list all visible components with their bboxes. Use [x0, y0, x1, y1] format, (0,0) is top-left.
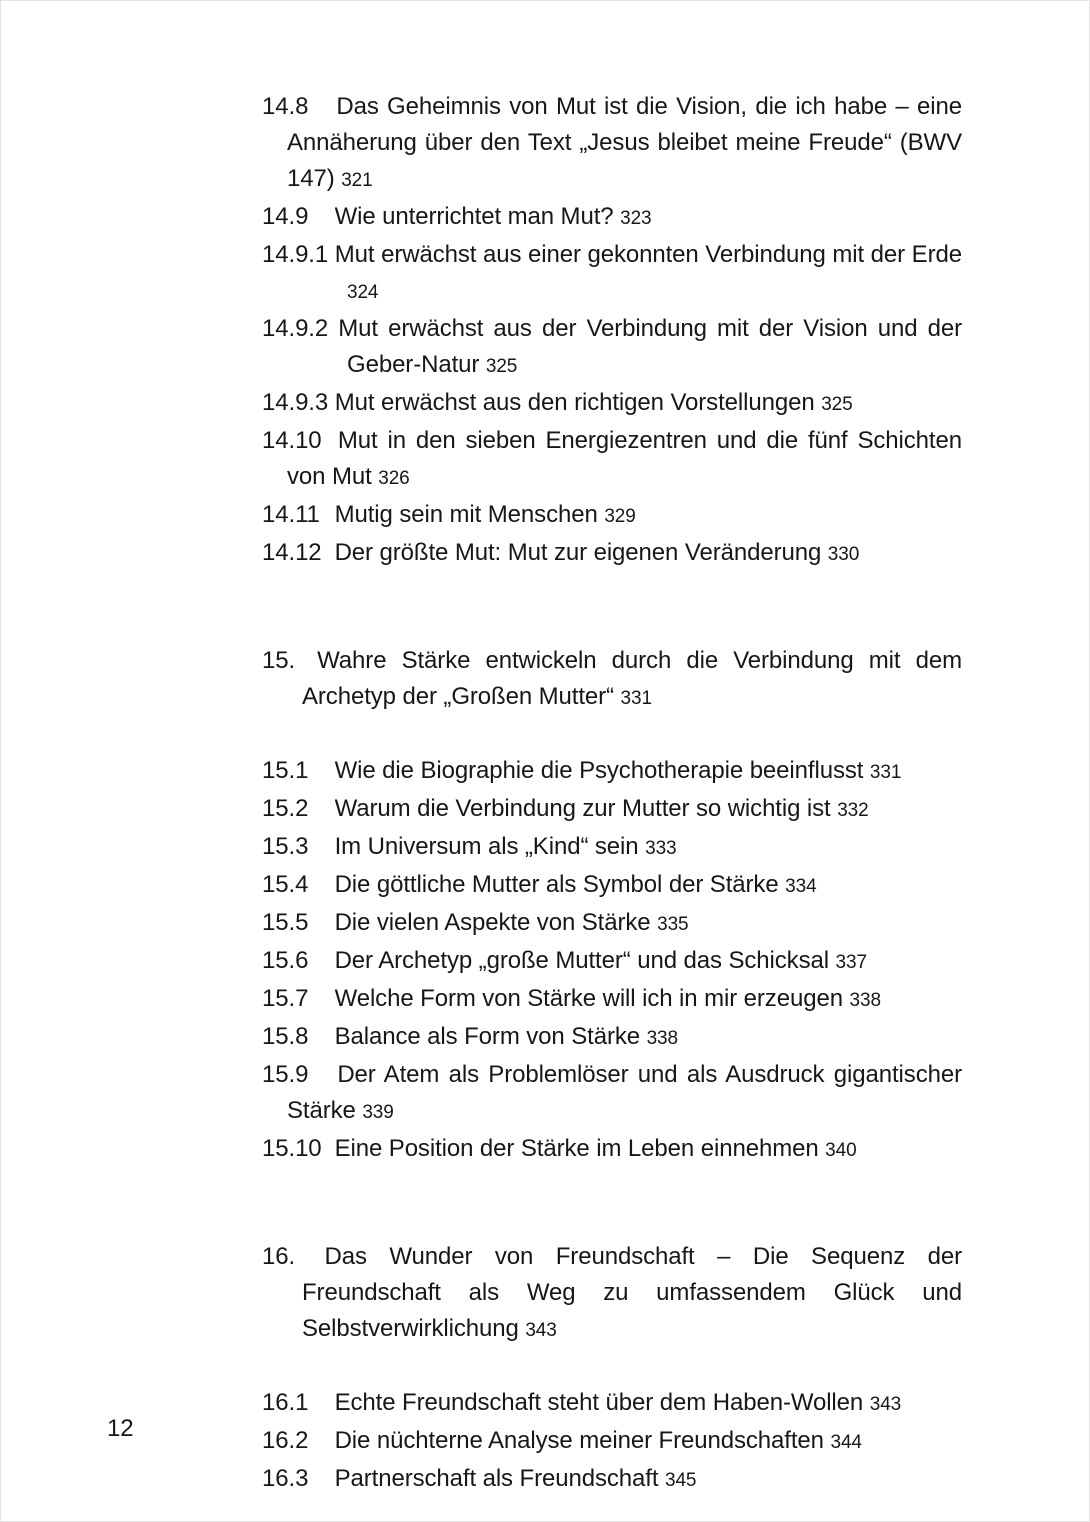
toc-entry-page-ref: 326 [378, 468, 410, 489]
toc-entry [262, 1423, 962, 1461]
toc-entry [262, 867, 962, 905]
toc-entry-page-ref: 331 [869, 762, 902, 783]
toc-entry-number: 15.9 [262, 1061, 309, 1088]
toc-entry-number: 14.11 [262, 501, 320, 528]
toc-entry-title: Mut erwächst aus den richtigen Vorstellungen [334, 389, 815, 416]
toc-entry [262, 1019, 962, 1057]
toc-entry-title: Mut erwächst aus einer gekonnten Verbindung mit der Erde [334, 241, 962, 268]
toc-entry-title: Die göttliche Mutter als Symbol der Stärke [334, 871, 779, 898]
toc-entry-page-ref: 325 [485, 356, 518, 377]
toc-entry-page-ref: 332 [837, 800, 869, 821]
toc-entry-title: Welche Form von Stärke will ich in mir erzeugen [334, 985, 843, 1012]
toc-entry-page-ref: 338 [646, 1028, 678, 1049]
toc-entry-number: 14.12 [262, 539, 322, 566]
table-of-contents [1, 1, 962, 1499]
toc-entry-page-ref: 329 [604, 506, 636, 527]
toc-entry [262, 237, 962, 311]
toc-entry [262, 535, 962, 573]
toc-entry-page-ref: 323 [620, 208, 652, 229]
toc-entry-page-ref: 338 [849, 990, 881, 1011]
toc-entry-page-ref: 325 [821, 394, 853, 415]
toc-entry-page-ref: 344 [830, 1432, 862, 1453]
toc-entry-number: 15.6 [262, 947, 309, 974]
toc-entry [262, 199, 962, 237]
toc-entry-title: Das Wunder von Freundschaft – Die Sequenz der Freundschaft als Weg zu umfassendem Glück und Selbstverwirklichung [302, 1243, 962, 1342]
toc-entry-number: 14.9.2 [262, 315, 329, 342]
toc-entry-number: 16.1 [262, 1389, 309, 1416]
toc-entry-number: 14.9.1 [262, 241, 329, 268]
page-number: 12 [107, 1415, 134, 1442]
toc-entry-title: Im Universum als „Kind“ sein [334, 833, 639, 860]
toc-entry-title: Partnerschaft als Freundschaft [334, 1465, 659, 1492]
toc-entry-title: Wie die Biographie die Psychotherapie beeinflusst [334, 757, 864, 784]
toc-entry [262, 1131, 962, 1169]
toc-entry [262, 943, 962, 981]
toc-entry-title: Wahre Stärke entwickeln durch die Verbindung mit dem Archetyp der „Großen Mutter“ [302, 647, 962, 710]
toc-entry-number: 16.3 [262, 1465, 309, 1492]
toc-chapter-heading [262, 643, 962, 717]
toc-entry-number: 14.10 [262, 427, 322, 454]
toc-entry [262, 497, 962, 535]
toc-entry [262, 311, 962, 385]
toc-entry [262, 1057, 962, 1131]
toc-entry-number: 15.10 [262, 1135, 322, 1162]
toc-entry-number: 15.2 [262, 795, 309, 822]
toc-entry-title: Balance als Form von Stärke [334, 1023, 641, 1050]
toc-entry-title: Die nüchterne Analyse meiner Freundschaften [334, 1427, 824, 1454]
toc-entry [262, 753, 962, 791]
toc-entry-title: Wie unterrichtet man Mut? [334, 203, 614, 230]
toc-entry-title: Der Atem als Problemlöser und als Ausdruck gigantischer Stärke [287, 1061, 962, 1124]
toc-entry-number: 14.9 [262, 203, 309, 230]
toc-entry-page-ref: 339 [362, 1102, 394, 1123]
toc-entry-page-ref: 334 [785, 876, 817, 897]
toc-entry-title: Die vielen Aspekte von Stärke [334, 909, 651, 936]
toc-entry-page-ref: 331 [620, 688, 652, 709]
toc-entry [262, 981, 962, 1019]
toc-entry [262, 423, 962, 497]
toc-entry-number: 14.8 [262, 93, 309, 120]
toc-entry-title: Warum die Verbindung zur Mutter so wichtig ist [334, 795, 831, 822]
toc-entry-title: Mut in den sieben Energiezentren und die fünf Schichten von Mut [287, 427, 962, 490]
toc-entry-page-ref: 343 [869, 1394, 902, 1415]
toc-entry-page-ref: 330 [827, 544, 860, 565]
toc-entry-title: Das Geheimnis von Mut ist die Vision, die ich habe – eine Annäherung über den Text „Jesus bleibet meine Freude“ (BWV 147) [287, 93, 962, 192]
toc-entry-page-ref: 343 [525, 1320, 557, 1341]
toc-entry-number: 16. [262, 1243, 296, 1270]
toc-entry-title: Eine Position der Stärke im Leben einnehmen [334, 1135, 819, 1162]
toc-entry [262, 385, 962, 423]
toc-entry-title: Echte Freundschaft steht über dem Haben-Wollen [334, 1389, 864, 1416]
toc-entry-number: 14.9.3 [262, 389, 329, 416]
toc-entry-title: Mutig sein mit Menschen [334, 501, 598, 528]
toc-entry-number: 15.8 [262, 1023, 309, 1050]
toc-entry [262, 89, 962, 199]
toc-entry [262, 1385, 962, 1423]
toc-entry-number: 15.5 [262, 909, 309, 936]
toc-entry-number: 15.3 [262, 833, 309, 860]
toc-entry-number: 15.4 [262, 871, 309, 898]
toc-entry-title: Der größte Mut: Mut zur eigenen Veränderung [334, 539, 822, 566]
toc-entry-number: 15.1 [262, 757, 309, 784]
toc-entry-number: 16.2 [262, 1427, 309, 1454]
toc-entry-page-ref: 345 [664, 1470, 697, 1491]
toc-entry-page-ref: 340 [825, 1140, 857, 1161]
toc-entry-page-ref: 335 [657, 914, 689, 935]
toc-entry [262, 791, 962, 829]
toc-entry-number: 15.7 [262, 985, 309, 1012]
toc-entry [262, 1461, 962, 1499]
toc-entry-title: Der Archetyp „große Mutter“ und das Schicksal [334, 947, 829, 974]
toc-entry-page-ref: 337 [835, 952, 867, 973]
toc-entry-title: Mut erwächst aus der Verbindung mit der Vision und der Geber-Natur [338, 315, 962, 378]
toc-entry-page-ref: 321 [341, 170, 373, 191]
toc-entry-number: 15. [262, 647, 296, 674]
toc-entry-page-ref: 333 [645, 838, 677, 859]
toc-entry [262, 905, 962, 943]
toc-entry [262, 829, 962, 867]
toc-entry-page-ref: 324 [347, 282, 379, 303]
toc-chapter-heading [262, 1239, 962, 1349]
